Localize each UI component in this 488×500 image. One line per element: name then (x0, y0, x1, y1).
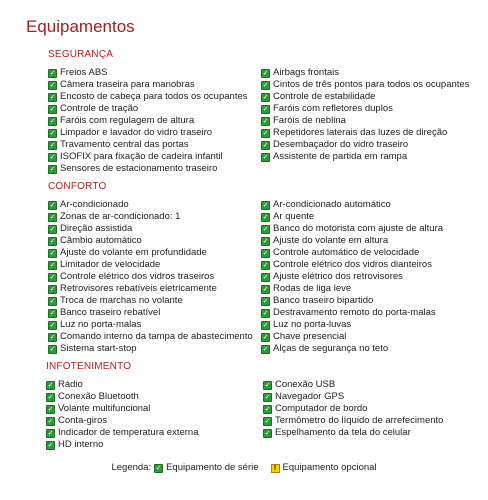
equipment-item (263, 415, 443, 427)
left-column (48, 67, 248, 175)
equipment-label: Destravamento remoto do porta-malas (273, 307, 436, 318)
equipment-item (261, 115, 469, 127)
equipment-label: Troca de marchas no volante (60, 295, 183, 306)
equipment-label: Controle elétrico dos vidros traseiros (60, 271, 215, 282)
check-icon: ✓ (262, 344, 269, 353)
equipment-item (263, 379, 443, 391)
equipment-label: Espelhamento da tela do celular (275, 427, 411, 438)
check-icon: ✓ (49, 200, 56, 209)
right-column (261, 199, 443, 355)
check-icon: ✓ (262, 320, 269, 329)
check-icon: ✓ (49, 68, 56, 77)
legend-optional-label: Equipamento opcional (282, 462, 377, 473)
equipment-item (48, 127, 248, 139)
check-icon: ✓ (49, 248, 56, 257)
equipment-item (48, 319, 253, 331)
check-icon: ✓ (49, 308, 56, 317)
equipment-item (261, 247, 443, 259)
check-icon: ✓ (49, 92, 56, 101)
equipment-label: Câmera traseira para manobras (60, 79, 195, 90)
legend (0, 462, 488, 474)
equipment-item (48, 295, 253, 307)
equipment-item (261, 343, 443, 355)
check-icon: ✓ (49, 320, 56, 329)
equipment-label: Freios ABS (60, 67, 108, 78)
check-icon: ✓ (262, 212, 269, 221)
equipment-item (48, 211, 253, 223)
equipment-item (261, 211, 443, 223)
left-column (46, 379, 198, 451)
equipment-label: Zonas de ar-condicionado: 1 (60, 211, 181, 222)
equipment-item (48, 115, 248, 127)
check-icon: ✓ (49, 296, 56, 305)
equipment-label: Conexão USB (275, 379, 336, 390)
equipment-label: Comando interno da tampa de abastecimento (60, 331, 253, 342)
section-title: CONFORTO (48, 181, 107, 192)
legend-label: Legenda: (111, 462, 152, 473)
equipment-label: Faróis de neblina (273, 115, 346, 126)
check-icon: ✓ (47, 440, 54, 449)
check-icon: ✓ (49, 104, 56, 113)
equipment-label: Ar quente (273, 211, 315, 222)
equipment-label: Rádio (58, 379, 83, 390)
equipment-item (261, 103, 469, 115)
check-icon: ✓ (262, 68, 269, 77)
check-icon: ✓ (262, 152, 269, 161)
right-column (263, 379, 443, 439)
check-icon: ✓ (262, 116, 269, 125)
check-icon: ✓ (49, 152, 56, 161)
check-icon: ✓ (262, 140, 269, 149)
equipment-label: Sensores de estacionamento traseiro (60, 163, 218, 174)
equipment-label: Ajuste do volante em profundidade (60, 247, 207, 258)
check-icon: ✓ (47, 380, 54, 389)
equipment-label: Airbags frontais (273, 67, 340, 78)
equipment-item (46, 415, 198, 427)
equipment-label: Indicador de temperatura externa (58, 427, 199, 438)
equipment-label: Limpador e lavador do vidro traseiro (60, 127, 213, 138)
equipment-item (261, 151, 469, 163)
equipment-item (48, 331, 253, 343)
legend-standard-label: Equipamento de série (166, 462, 259, 473)
equipment-item (261, 127, 469, 139)
equipment-label: Rodas de liga leve (273, 283, 352, 294)
equipment-item (261, 271, 443, 283)
equipment-item (48, 307, 253, 319)
equipment-label: Repetidores laterais das luzes de direção (273, 127, 448, 138)
check-icon: ✓ (49, 212, 56, 221)
equipment-label: Alças de segurança no teto (273, 343, 389, 354)
equipment-label: Ajuste do volante em altura (273, 235, 389, 246)
equipment-item (48, 283, 253, 295)
left-column (48, 199, 253, 355)
equipment-label: Banco traseiro rebatível (60, 307, 161, 318)
check-icon: ✓ (262, 260, 269, 269)
check-icon: ✓ (262, 308, 269, 317)
check-icon: ✓ (49, 284, 56, 293)
equipment-label: Conexão Bluetooth (58, 391, 139, 402)
equipment-item (261, 199, 443, 211)
check-icon: ✓ (49, 128, 56, 137)
equipment-label: Travamento central das portas (60, 139, 189, 150)
check-icon: ✓ (264, 392, 271, 401)
check-icon: ✓ (47, 428, 54, 437)
equipment-item (261, 307, 443, 319)
equipment-label: Chave presencial (273, 331, 347, 342)
check-icon: ✓ (262, 224, 269, 233)
equipment-label: Câmbio automático (60, 235, 142, 246)
equipment-label: Controle de tração (60, 103, 139, 114)
equipment-label: Luz no porta-luvas (273, 319, 352, 330)
check-icon: ✓ (49, 164, 56, 173)
equipment-item (48, 235, 253, 247)
equipment-label: Retrovisores rebatíveis eletricamente (60, 283, 217, 294)
equipment-label: Desembaçador do vidro traseiro (273, 139, 409, 150)
check-icon: ✓ (262, 236, 269, 245)
equipment-label: Termômetro do líquido de arrefecimento (275, 415, 444, 426)
equipment-label: Luz no porta-malas (60, 319, 142, 330)
equipment-label: Faróis com refletores duplos (273, 103, 393, 114)
check-icon: ✓ (155, 463, 162, 472)
equipment-item (261, 295, 443, 307)
equipment-label: HD interno (58, 439, 104, 450)
equipment-item (261, 79, 469, 91)
check-icon: ✓ (264, 380, 271, 389)
check-icon: ✓ (262, 128, 269, 137)
check-icon: ✓ (262, 200, 269, 209)
check-icon: ✓ (262, 92, 269, 101)
equipment-item (48, 67, 248, 79)
equipment-item (261, 235, 443, 247)
equipment-label: Direção assistida (60, 223, 133, 234)
equipment-label: Ar-condicionado (60, 199, 129, 210)
equipment-item (263, 427, 443, 439)
equipment-label: Navegador GPS (275, 391, 345, 402)
equipment-label: Banco traseiro bipartido (273, 295, 374, 306)
equipment-label: Assistente de partida em rampa (273, 151, 408, 162)
equipment-label: Volante multifuncional (58, 403, 151, 414)
equipment-item (48, 151, 248, 163)
check-icon: ✓ (49, 80, 56, 89)
check-icon: ✓ (47, 416, 54, 425)
equipment-item (263, 391, 443, 403)
check-icon: ✓ (262, 104, 269, 113)
equipment-item (48, 259, 253, 271)
check-icon: ✓ (262, 332, 269, 341)
equipment-item (48, 103, 248, 115)
check-icon: ✓ (262, 272, 269, 281)
equipment-item (48, 247, 253, 259)
check-icon: ✓ (47, 392, 54, 401)
check-icon: ✓ (262, 80, 269, 89)
section-title: INFOTENIMENTO (46, 361, 132, 372)
check-icon: ✓ (264, 404, 271, 413)
equipment-label: Sistema start-stop (60, 343, 137, 354)
equipment-item (261, 283, 443, 295)
equipment-label: Encosto de cabeça para todos os ocupantes (60, 91, 248, 102)
equipment-item (48, 223, 253, 235)
warning-icon: ! (271, 464, 280, 473)
equipment-item (261, 139, 469, 151)
check-icon: ✓ (262, 296, 269, 305)
check-icon: ✓ (49, 344, 56, 353)
check-icon: ✓ (47, 404, 54, 413)
equipment-item (48, 343, 253, 355)
page-title: Equipamentos (26, 17, 135, 36)
check-icon: ✓ (262, 284, 269, 293)
check-icon: ✓ (49, 272, 56, 281)
equipment-label: Ajuste elétrico dos retrovisores (273, 271, 403, 282)
equipment-label: Cintos de três pontos para todos os ocupantes (273, 79, 470, 90)
equipment-item (46, 379, 198, 391)
equipment-item (261, 259, 443, 271)
equipment-label: Controle de estabilidade (273, 91, 376, 102)
equipment-item (48, 163, 248, 175)
check-icon: ✓ (264, 428, 271, 437)
equipment-label: Conta-giros (58, 415, 108, 426)
equipment-item (261, 91, 469, 103)
check-icon: ✓ (49, 332, 56, 341)
equipment-label: Limitador de velocidade (60, 259, 161, 270)
equipment-item (261, 67, 469, 79)
equipment-label: Computador de bordo (275, 403, 368, 414)
equipment-label: Faróis com regulagem de altura (60, 115, 195, 126)
equipment-item (46, 391, 198, 403)
check-icon: ✓ (49, 140, 56, 149)
equipment-label: Controle elétrico dos vidros dianteiros (273, 259, 432, 270)
equipment-item (48, 91, 248, 103)
equipment-item (263, 403, 443, 415)
section-title: SEGURANÇA (48, 49, 114, 60)
equipment-item (261, 223, 443, 235)
equipment-label: Controle automático de velocidade (273, 247, 420, 258)
equipment-label: Banco do motorista com ajuste de altura (273, 223, 444, 234)
equipment-item (46, 439, 198, 451)
equipment-item (48, 139, 248, 151)
equipment-item (48, 79, 248, 91)
right-column (261, 67, 469, 163)
equipment-item (48, 199, 253, 211)
check-icon: ✓ (49, 236, 56, 245)
equipment-item (46, 403, 198, 415)
equipment-item (261, 319, 443, 331)
equipment-label: ISOFIX para fixação de cadeira infantil (60, 151, 223, 162)
equipment-item (46, 427, 198, 439)
equipment-label: Ar-condicionado automático (273, 199, 391, 210)
check-icon: ✓ (49, 224, 56, 233)
check-icon: ✓ (49, 116, 56, 125)
check-icon: ✓ (262, 248, 269, 257)
equipment-item (48, 271, 253, 283)
check-icon: ✓ (264, 416, 271, 425)
check-icon: ✓ (49, 260, 56, 269)
equipment-item (261, 331, 443, 343)
